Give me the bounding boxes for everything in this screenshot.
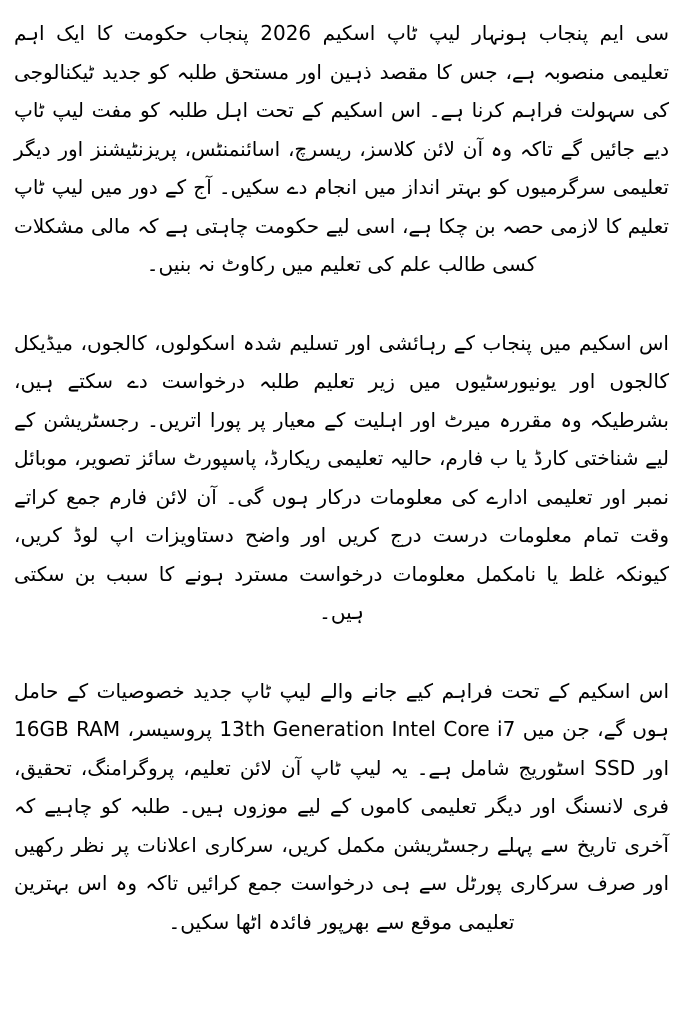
- article-paragraph-eligibility: اس اسکیم میں پنجاب کے رہائشی اور تسلیم شدہ اسکولوں، کالجوں، میڈیکل کالجوں اور یونیورسٹیوں میں زیر تعلیم طلبہ درخواست دے سکتے ہیں، بشرطیکہ وہ مقررہ میرٹ اور اہلیت کے معیار پر پورا اتریں۔ رجسٹریشن کے لیے شناختی کارڈ یا ب فارم، حالیہ تعلیمی ریکارڈ، پاسپورٹ سائز تصویر، موبائل نمبر اور تعلیمی ادارے کی معلومات درکار ہوں گی۔ آن لائن فارم جمع کراتے وقت تمام معلومات درست درج کریں اور واضح دستاویزات اپ لوڈ کریں، کیونکہ غلط یا نامکمل معلومات درخواست مسترد ہونے کا سبب بن سکتی ہیں۔: [14, 330, 669, 624]
- article-paragraph-specifications: اس اسکیم کے تحت فراہم کیے جانے والے لیپ ٹاپ جدید خصوصیات کے حامل ہوں گے، جن میں 13th Generation Intel Core i7 پروسیسر، 16GB RAM اور SSD اسٹوریج شامل ہے۔ یہ لیپ ٹاپ آن لائن تعلیم، پروگرامنگ، تحقیق، فری لانسنگ اور دیگر تعلیمی کاموں کے لیے موزوں ہیں۔ طلبہ کو چاہیے کہ آخری تاریخ سے پہلے رجسٹریشن مکمل کریں، سرکاری اعلانات پر نظر رکھیں اور صرف سرکاری پورٹل سے ہی درخواست جمع کرائیں تاکہ وہ اس بہترین تعلیمی موقع سے بھرپور فائدہ اٹھا سکیں۔: [14, 678, 669, 934]
- article-paragraph-intro: سی ایم پنجاب ہونہار لیپ ٹاپ اسکیم 2026 پنجاب حکومت کا ایک اہم تعلیمی منصوبہ ہے، جس کا مقصد ذہین اور مستحق طلبہ کو جدید ٹیکنالوجی کی سہولت فراہم کرنا ہے۔ اس اسکیم کے تحت اہل طلبہ کو مفت لیپ ٹاپ دیے جائیں گے تاکہ وہ آن لائن کلاسز، ریسرچ، اسائنمنٹس، پریزنٹیشنز اور دیگر تعلیمی سرگرمیوں کو بہتر انداز میں انجام دے سکیں۔ آج کے دور میں لیپ ٹاپ تعلیم کا لازمی حصہ بن چکا ہے، اسی لیے حکومت چاہتی ہے کہ مالی مشکلات کسی طالب علم کی تعلیم میں رکاوٹ نہ بنیں۔: [14, 21, 669, 276]
